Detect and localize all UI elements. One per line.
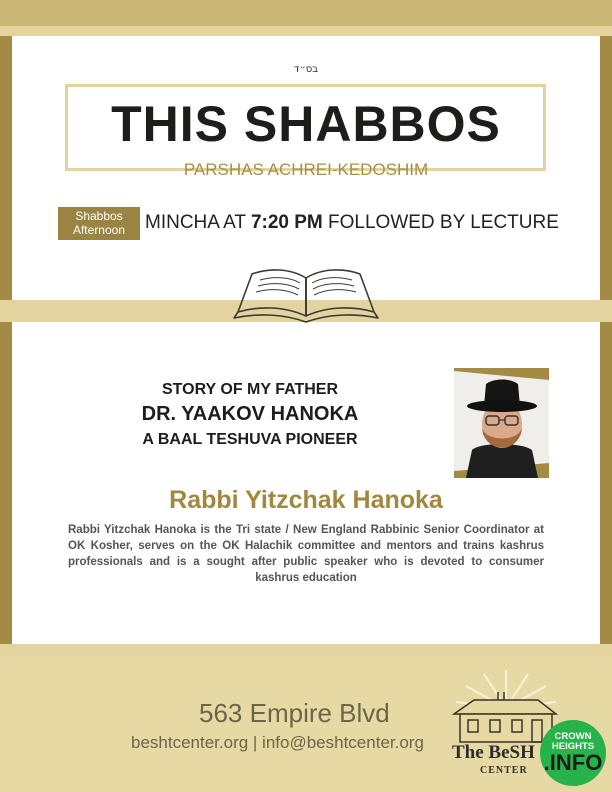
lecture-line-3: A BAAL TESHUVA PIONEER: [142, 431, 358, 448]
top-accent-stripe: [0, 26, 612, 36]
mincha-info: [145, 212, 559, 234]
speaker-portrait-icon: [454, 368, 549, 478]
lecture-line-2: DR. YAAKOV HANOKA: [141, 403, 359, 425]
mincha-suffix: FOLLOWED BY LECTURE: [322, 212, 559, 233]
speaker-name: Rabbi Yitzchak Hanoka: [169, 486, 443, 514]
mincha-time: 7:20 PM: [250, 212, 323, 233]
page-title: THIS SHABBOS: [111, 96, 501, 152]
time-of-day-tag: [58, 207, 140, 240]
badge-line2: HEIGHTS: [551, 741, 595, 752]
top-stripe: [0, 0, 612, 26]
badge-line1: CROWN: [554, 731, 592, 742]
parsha-subtitle: PARSHAS ACHREI-KEDOSHIM: [183, 160, 429, 179]
tag-line2: Afternoon: [72, 223, 126, 237]
contact-info: beshtcenter.org | info@beshtcenter.org: [131, 733, 424, 752]
lower-accent-stripe: [0, 644, 612, 656]
lecture-line-1: STORY OF MY FATHER: [161, 381, 339, 398]
besht-logo-sub: CENTER: [480, 765, 528, 776]
mincha-prefix: MINCHA AT: [145, 212, 251, 233]
speaker-photo: [454, 368, 549, 478]
address: 563 Empire Blvd: [199, 698, 390, 728]
bsd-mark: בס״ד: [293, 64, 319, 75]
besht-logo-name: The BeSH: [452, 742, 535, 763]
badge-line3: .INFO: [543, 750, 603, 775]
speaker-bio: Rabbi Yitzchak Hanoka is the Tri state / New England Rabbinic Senior Coordinator at OK Kosher, serves on the OK Halachik committee and mentors and trains kashrus professionals and is a sought after public speaker who is devoted to consumer kashrus education: [68, 524, 544, 584]
crown-heights-badge[interactable]: [540, 720, 606, 786]
tag-line1: Shabbos: [75, 209, 123, 223]
open-book-icon: [230, 264, 382, 326]
